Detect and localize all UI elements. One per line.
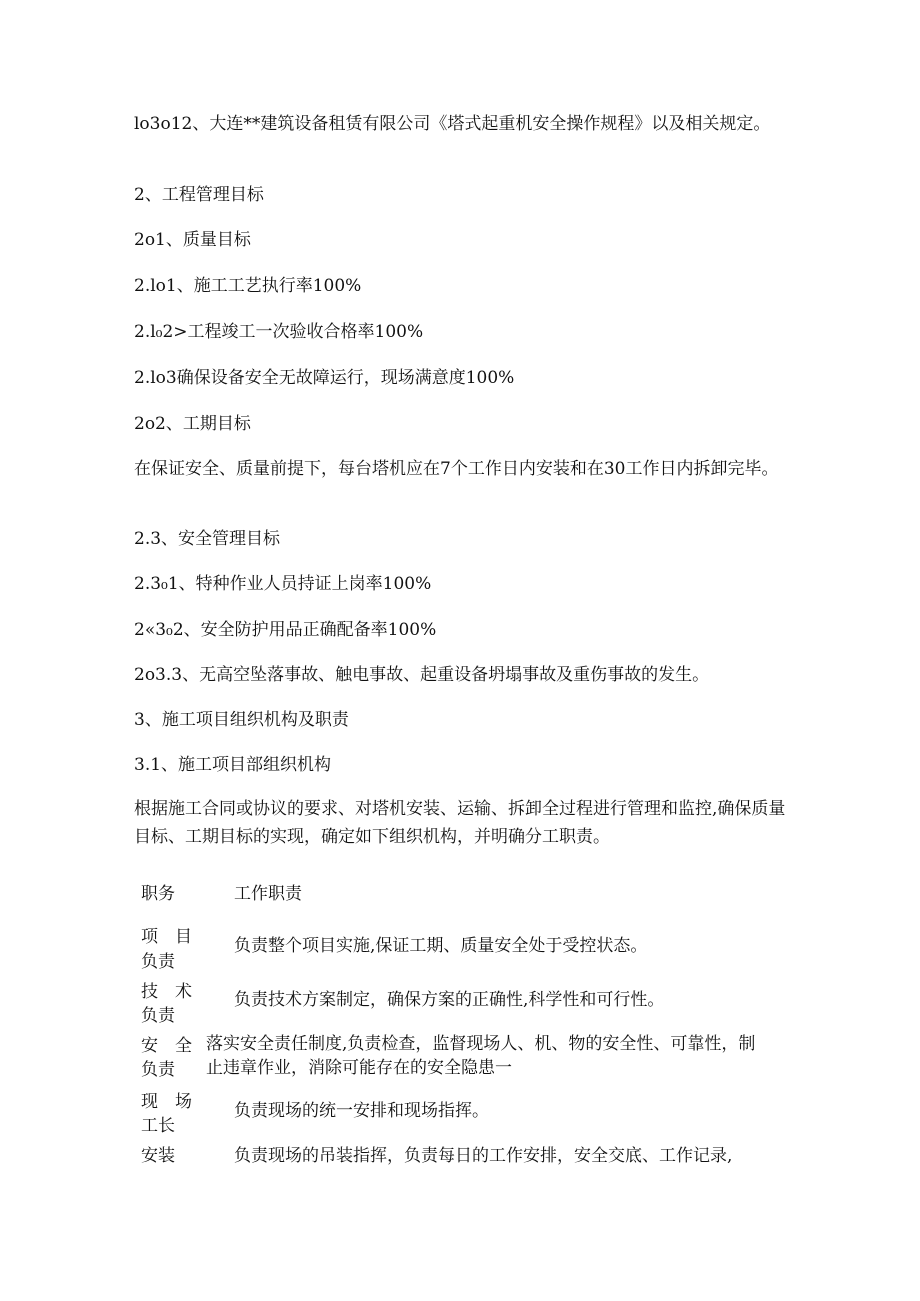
- item-certified-workers-rate: 2.3₀1、特种作业人员持证上岗率100%: [134, 574, 432, 594]
- duty-text: 落实安全责任制度,负责检查，监督现场人、机、物的安全性、可靠性，制止违章作业，消除可能存在的安全隐患一: [206, 1034, 756, 1078]
- item-acceptance-pass-rate: 2.l₀2>工程竣工一次验收合格率100%: [134, 322, 424, 342]
- paragraph-organization-intro: 根据施工合同或协议的要求、对塔机安装、运输、拆卸全过程进行管理和监控,确保质量目标、工期目标的实现，确定如下组织机构，并明确分工职责。: [134, 799, 786, 847]
- role-line1: 安装: [141, 1146, 175, 1166]
- role-line2: 工长: [141, 1116, 175, 1136]
- paragraph-reference-12: lo3o12、大连**建筑设备租赁有限公司《塔式起重机安全操作规程》以及相关规定。: [134, 114, 771, 134]
- item-process-execution-rate: 2.lo1、施工工艺执行率100%: [134, 276, 362, 296]
- duty-text: 负责现场的统一安排和现场指挥。: [234, 1101, 489, 1121]
- heading-project-management-goals: 2、工程管理目标: [134, 185, 264, 205]
- duty-text: 负责现场的吊装指挥，负责每日的工作安排，安全交底、工作记录,: [234, 1146, 733, 1166]
- role-line2: 负责: [141, 1006, 175, 1026]
- paragraph-schedule: 在保证安全、质量前提下，每台塔机应在7个工作日内安装和在30工作日内拆卸完毕。: [134, 459, 779, 479]
- role-line1: 技 术: [141, 982, 192, 1002]
- duty-text: 负责技术方案制定，确保方案的正确性,科学性和可行性。: [234, 990, 665, 1010]
- role-line2: 负责: [141, 1060, 175, 1080]
- item-equipment-safety: 2.lo3确保设备安全无故障运行，现场满意度100%: [134, 368, 515, 388]
- heading-quality-goals: 2o1、质量目标: [134, 230, 251, 250]
- duty-text: 负责整个项目实施,保证工期、质量安全处于受控状态。: [234, 936, 648, 956]
- role-line1: 项 目: [141, 927, 192, 947]
- heading-schedule-goals: 2o2、工期目标: [134, 414, 251, 434]
- item-no-accidents: 2o3.3、无高空坠落事故、触电事故、起重设备坍塌事故及重伤事故的发生。: [134, 665, 710, 685]
- item-protective-equipment-rate: 2«3₀2、安全防护用品正确配备率100%: [134, 620, 437, 640]
- role-line1: 安 全: [141, 1036, 192, 1056]
- header-duty: 工作职责: [234, 884, 302, 904]
- heading-organization-and-duties: 3、施工项目组织机构及职责: [134, 710, 349, 730]
- header-role: 职务: [141, 884, 175, 904]
- heading-safety-management-goals: 2.3、安全管理目标: [134, 529, 281, 549]
- role-line1: 现 场: [141, 1092, 192, 1112]
- heading-project-organization: 3.1、施工项目部组织机构: [134, 755, 332, 775]
- role-line2: 负责: [141, 952, 175, 972]
